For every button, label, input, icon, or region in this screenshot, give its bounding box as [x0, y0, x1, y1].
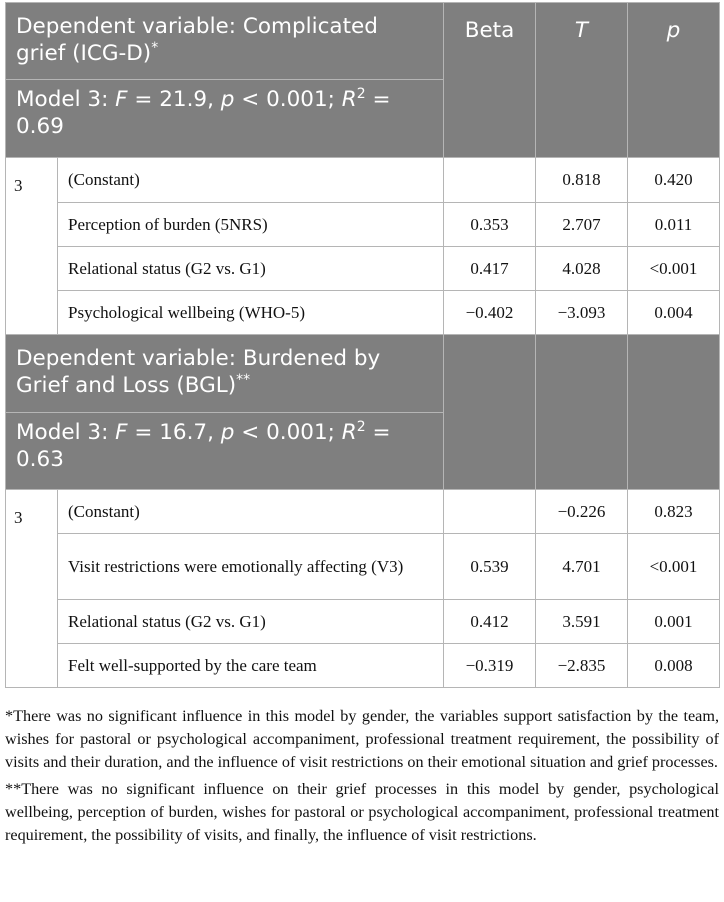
- step-number: 3: [6, 490, 58, 688]
- variable-name: Relational status (G2 vs. G1): [58, 247, 444, 291]
- variable-name: Felt well-supported by the care team: [58, 644, 444, 688]
- block-2-header: [6, 335, 720, 413]
- header-blank-cell: [536, 335, 628, 490]
- variable-name: Psychological wellbeing (WHO-5): [58, 291, 444, 335]
- table-row: [6, 247, 720, 291]
- block-1-header: [6, 3, 720, 80]
- p-value: 0.001: [628, 600, 720, 644]
- footnote: *There was no significant influence in this model by gender, the variables support satisfaction by the team, wishes for pastoral or psychological accompaniment, professional treatment requirement, the possibility of visits and their duration, and the influence of visit restrictions on their emotional situation and grief processes.: [5, 707, 719, 772]
- regression-table: [5, 2, 720, 688]
- t-value: 0.818: [536, 158, 628, 203]
- p-value: 0.011: [628, 203, 720, 247]
- beta-value: 0.353: [444, 203, 536, 247]
- t-value: 4.701: [536, 534, 628, 600]
- beta-value: 0.539: [444, 534, 536, 600]
- t-value: −0.226: [536, 490, 628, 534]
- variable-name: Perception of burden (5NRS): [58, 203, 444, 247]
- t-value: −2.835: [536, 644, 628, 688]
- variable-name: (Constant): [58, 490, 444, 534]
- table-footnotes: [5, 705, 719, 847]
- t-value: 4.028: [536, 247, 628, 291]
- t-value: −3.093: [536, 291, 628, 335]
- table-row: [6, 203, 720, 247]
- model-stats: Model 3: F = 16.7, p < 0.001; $R^2 = 0.63$: [6, 413, 444, 490]
- header-blank-cell: [444, 335, 536, 490]
- step-number: 3: [6, 158, 58, 335]
- variable-name: (Constant): [58, 158, 444, 203]
- table-row: [6, 600, 720, 644]
- dependent-variable-label: Dependent variable: Burdened by Grief and Loss (BGL)**: [6, 335, 444, 413]
- beta-value: −0.402: [444, 291, 536, 335]
- column-header-beta: Beta: [444, 3, 536, 158]
- beta-value: [444, 158, 536, 203]
- dependent-variable-label: Dependent variable: Complicated grief (ICG-D)*: [6, 3, 444, 80]
- header-blank-cell: [628, 335, 720, 490]
- beta-value: [444, 490, 536, 534]
- table-row: [6, 534, 720, 600]
- p-value: 0.823: [628, 490, 720, 534]
- p-value: 0.420: [628, 158, 720, 203]
- beta-value: 0.412: [444, 600, 536, 644]
- beta-value: 0.417: [444, 247, 536, 291]
- variable-name: Visit restrictions were emotionally affecting (V3): [58, 534, 444, 600]
- column-header-p: p: [628, 3, 720, 158]
- variable-name: Relational status (G2 vs. G1): [58, 600, 444, 644]
- t-value: 3.591: [536, 600, 628, 644]
- model-stats: Model 3: F = 21.9, p < 0.001; $R^2 = 0.69$: [6, 80, 444, 158]
- table-row: [6, 644, 720, 688]
- t-value: 2.707: [536, 203, 628, 247]
- p-value: 0.004: [628, 291, 720, 335]
- table-row: [6, 490, 720, 534]
- p-value: <0.001: [628, 247, 720, 291]
- footnote: **There was no significant influence on their grief processes in this model by gender, psychological wellbeing, perception of burden, wishes for pastoral or psychological accompaniment, professional treatment requirement, the possibility of visits, and finally, the influence of visit restrictions.: [5, 779, 719, 845]
- table-row: [6, 291, 720, 335]
- p-value: <0.001: [628, 534, 720, 600]
- column-header-t: T: [536, 3, 628, 158]
- table-row: [6, 158, 720, 203]
- beta-value: −0.319: [444, 644, 536, 688]
- p-value: 0.008: [628, 644, 720, 688]
